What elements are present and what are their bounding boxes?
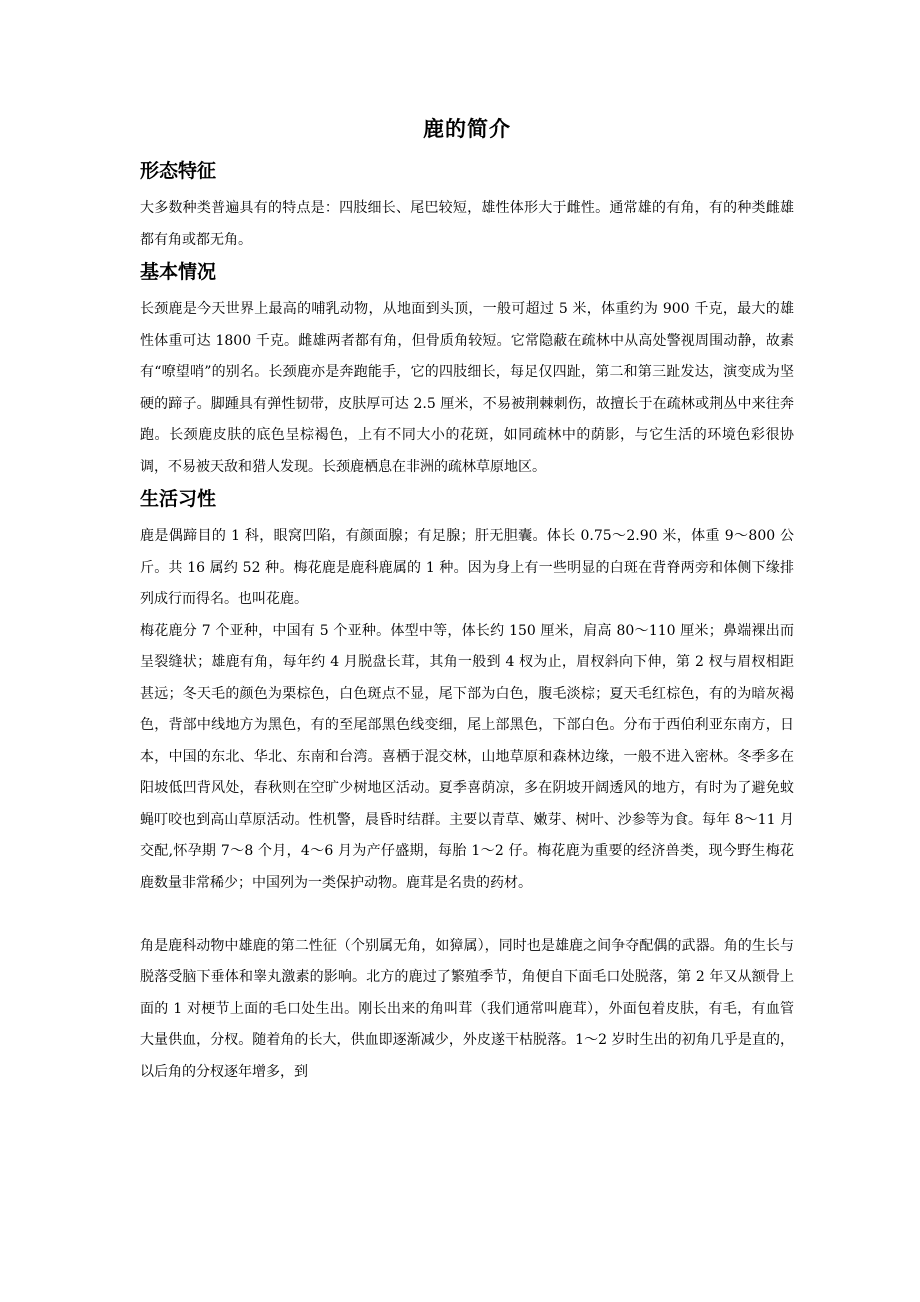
section-heading-morphology: 形态特征 [140, 160, 217, 182]
document-title: 鹿的简介 [423, 117, 511, 141]
paragraph-morphology: 大多数种类普遍具有的特点是：四肢细长、尾巴较短，雄性体形大于雌性。通常雄的有角，有的种类雌雄都有角或都无角。 [140, 200, 794, 248]
section-heading-habits: 生活习性 [140, 488, 217, 510]
section-heading-basic-info: 基本情况 [140, 261, 217, 283]
paragraph-sika-deer: 梅花鹿分 7 个亚种，中国有 5 个亚种。体型中等，体长约 150 厘米，肩高 80～110 厘米；鼻端裸出而呈裂缝状；雄鹿有角，每年约 4 月脱盘长茸，其角一般到 4 杈为止，眉杈斜向下伸，第 2 杈与眉杈相距甚远；冬天毛的颜色为栗棕色，白色斑点不显，尾下部为白色，腹毛淡棕；夏天毛红棕色，有的为暗灰褐色，背部中线地方为黑色，有的至尾部黑色线变细，尾上部黑色，下部白色。分布于西伯利亚东南方，日本，中国的东北、华北、东南和台湾。喜栖于混交林，山地草原和森林边缘，一般不进入密林。冬季多在阳坡低凹背风处，春秋则在空旷少树地区活动。夏季喜荫凉，多在阴坡开阔透风的地方，有时为了避免蚊蝇叮咬也到高山草原活动。性机警，晨昏时结群。主要以青草、嫩芽、树叶、沙参等为食。每年 8～11 月交配,怀孕期 7～8 个月，4～6 月为产仔盛期，每胎 1～2 仔。梅花鹿为重要的经济兽类，现今野生梅花鹿数量非常稀少；中国列为一类保护动物。鹿茸是名贵的药材。 [140, 622, 794, 891]
paragraph-deer-family: 鹿是偶蹄目的 1 科，眼窝凹陷，有颜面腺；有足腺；肝无胆囊。体长 0.75～2.90 米，体重 9～800 公斤。共 16 属约 52 种。梅花鹿是鹿科鹿属的 1 种。因为身上有一些明显的白斑在背脊两旁和体侧下缘排列成行而得名。也叫花鹿。 [140, 528, 794, 607]
section-habits [140, 485, 794, 1088]
paragraph-antlers: 角是鹿科动物中雄鹿的第二性征（个别属无角，如獐属），同时也是雄鹿之间争夺配偶的武器。角的生长与脱落受脑下垂体和睾丸激素的影响。北方的鹿过了繁殖季节，角便自下面毛口处脱落，第 2 年又从额骨上面的 1 对梗节上面的毛口处生出。刚长出来的角叫茸（我们通常叫鹿茸），外面包着皮肤，有毛，有血管大量供血，分杈。随着角的长大，供血即逐渐减少，外皮遂干枯脱落。1～2 岁时生出的初角几乎是直的，以后角的分杈逐年增多，到 [140, 937, 794, 1080]
paragraph-giraffe: 长颈鹿是今天世界上最高的哺乳动物，从地面到头顶，一般可超过 5 米，体重约为 900 千克，最大的雄性体重可达 1800 千克。雌雄两者都有角，但骨质角较短。它常隐蔽在疏林中从高处警视周围动静，故素有“嘹望哨”的别名。长颈鹿亦是奔跑能手，它的四肢细长，每足仅四趾，第二和第三趾发达，演变成为坚硬的蹄子。脚踵具有弹性韧带，皮肤厚可达 2.5 厘米，不易被荆棘刺伤，故擅长于在疏林或荆丛中来往奔跑。长颈鹿皮肤的底色呈棕褐色，上有不同大小的花斑，如同疏林中的荫影，与它生活的环境色彩很协调，不易被天敌和猎人发现。长颈鹿栖息在非洲的疏林草原地区。 [140, 301, 794, 475]
section-basic-info [140, 258, 794, 483]
section-morphology [140, 157, 794, 256]
paragraph-spacer [140, 899, 794, 931]
document-body [140, 113, 794, 1088]
